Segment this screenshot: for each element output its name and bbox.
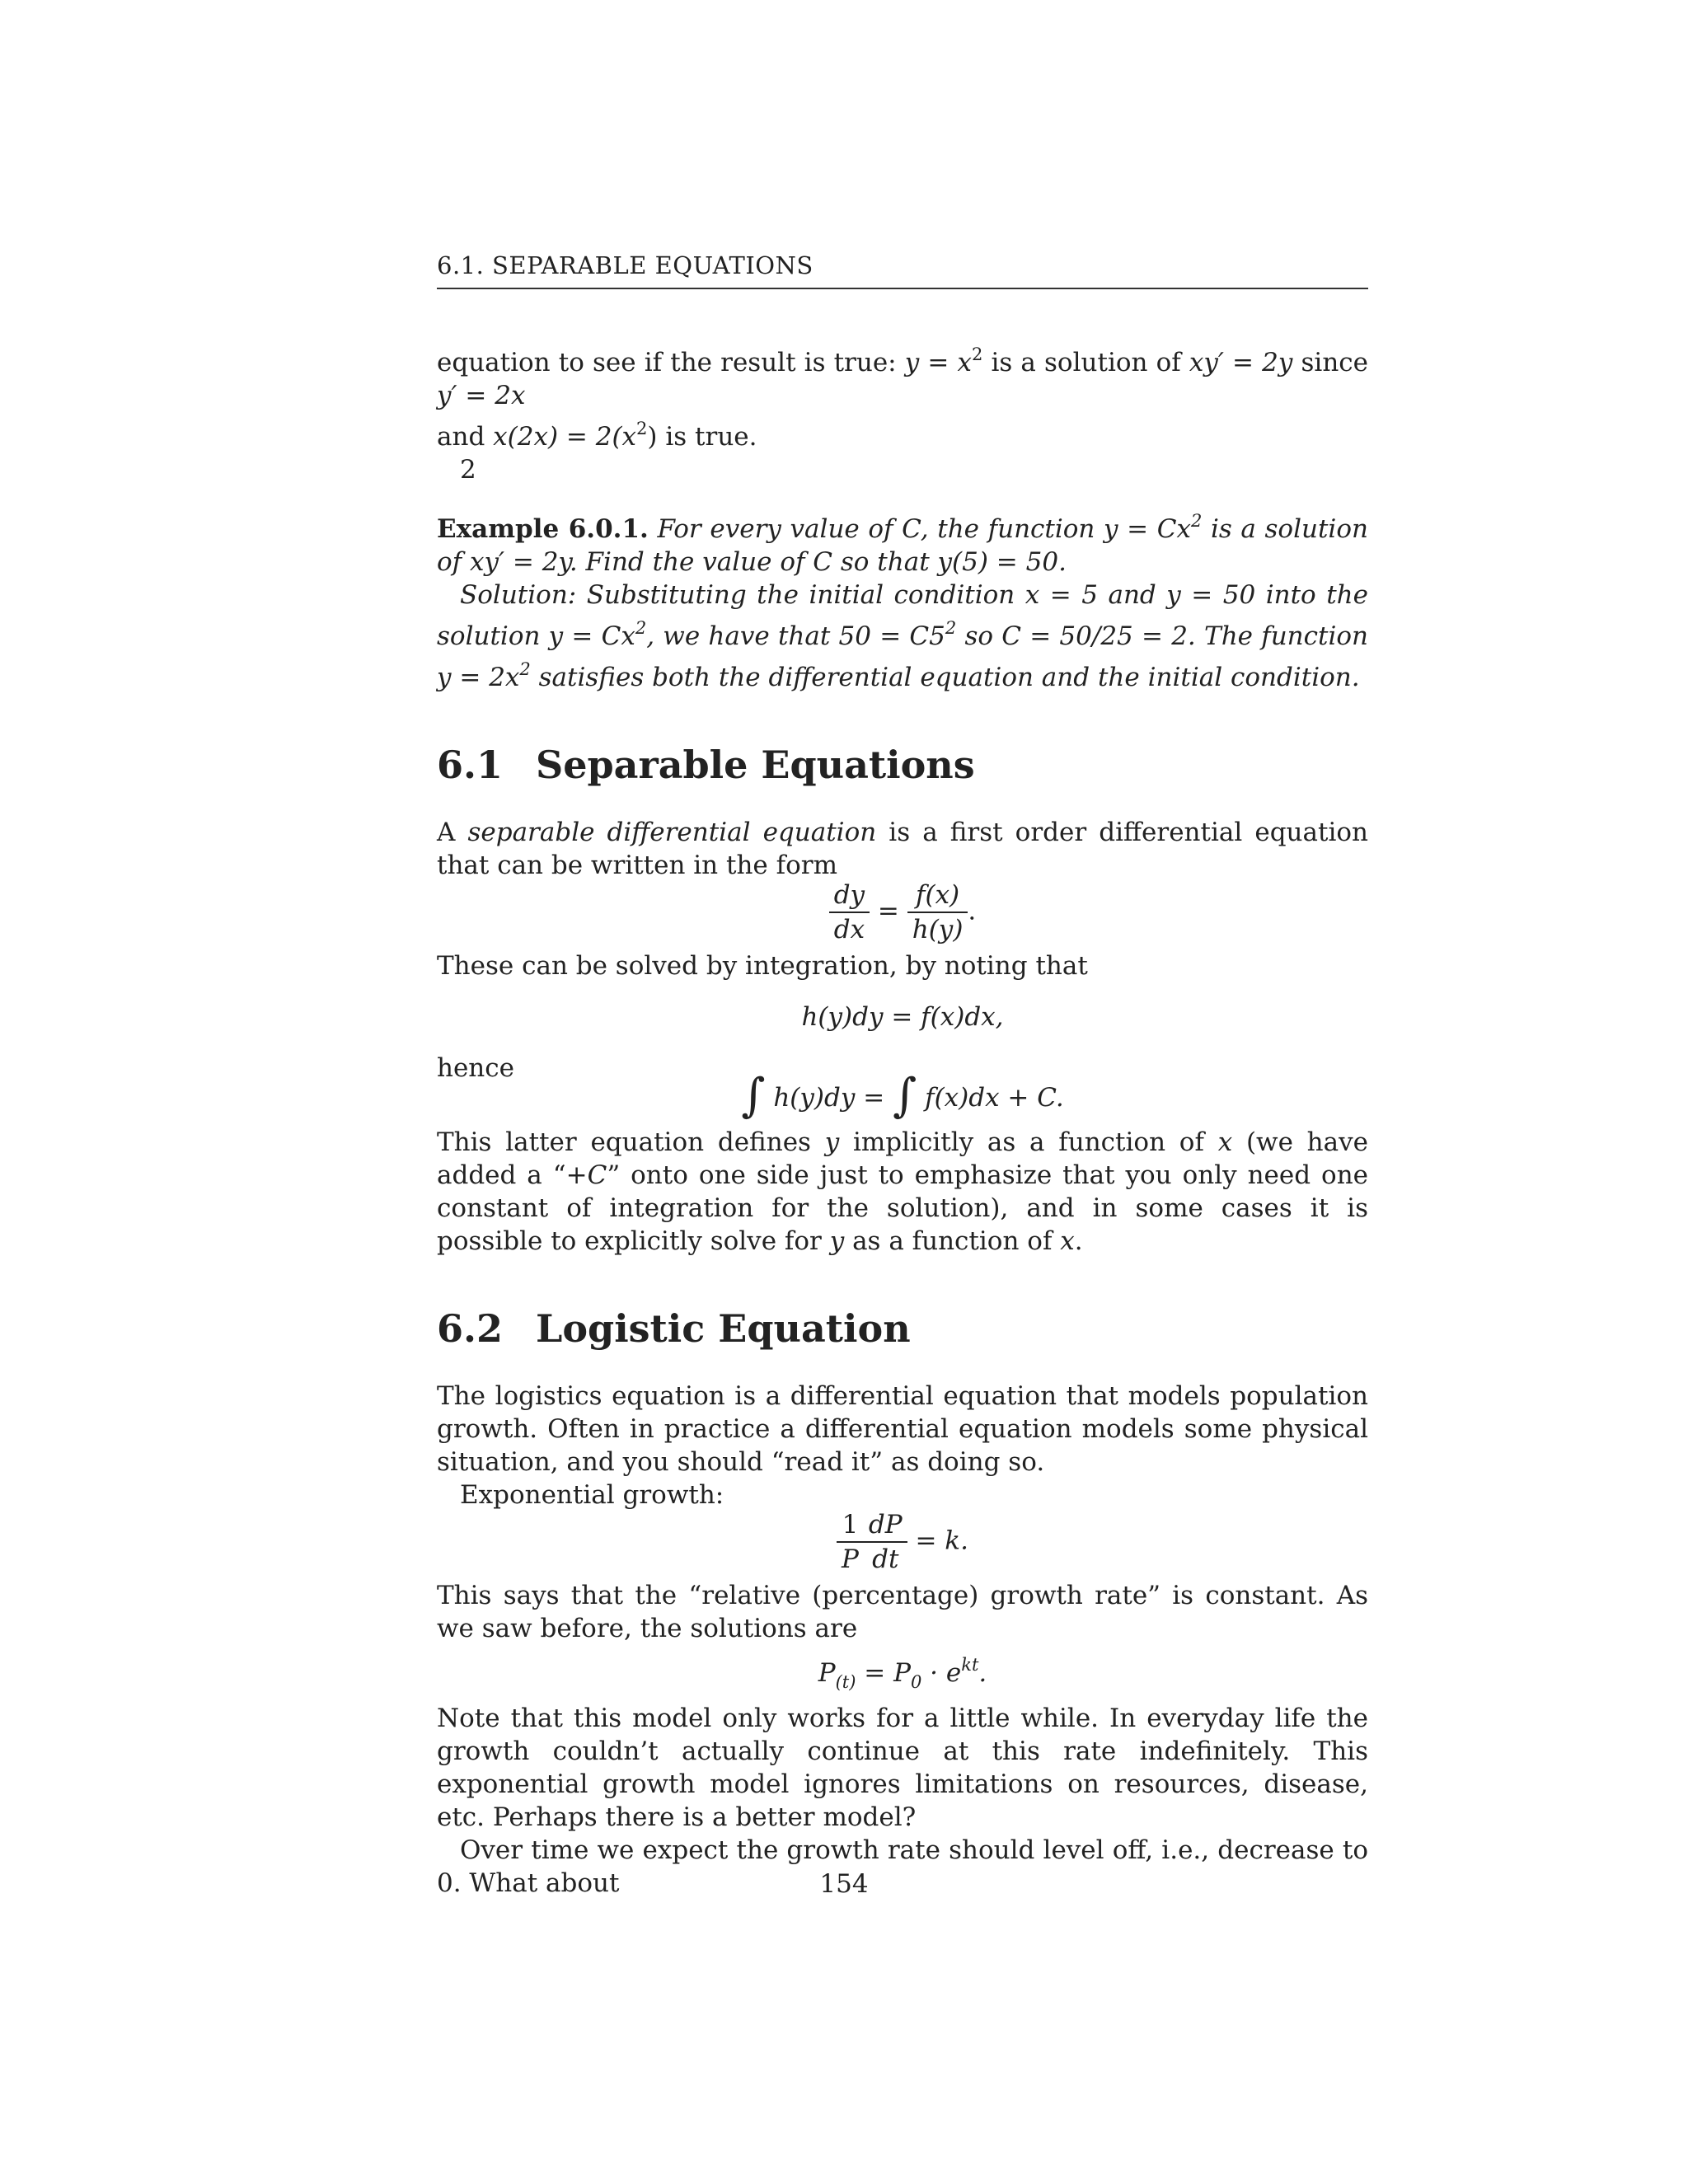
solution-sup: 2: [945, 618, 957, 638]
paragraph-text: Note that this model only works for a little while. In everyday life the growth couldn’t actually continue at this rate indefinitely. This exponential growth model ignores limitations on resources, disease, etc. Perhaps there is a better model?: [437, 1704, 1368, 1832]
example-block: [437, 504, 1368, 579]
paragraph-text: ” onto one side just to emphasize that you only need one constant of integration for the solution), and in some cases it is possible to explicitly solve for: [437, 1160, 1368, 1256]
paragraph-text: A: [437, 818, 468, 847]
math-var: P: [818, 1658, 836, 1688]
stray-number-text: 2: [460, 455, 476, 485]
math-var: x: [1217, 1127, 1233, 1157]
fraction-dp-dt: [864, 1508, 907, 1576]
integral-sign: ∫: [741, 1069, 766, 1122]
solution-text: , we have that 50 = C5: [646, 621, 945, 651]
section1-paragraph-2: [437, 949, 1368, 982]
intro-paragraph: [437, 338, 1368, 453]
numerator: dy: [829, 879, 870, 913]
paragraph-text: These can be solved by integration, by noting that: [437, 951, 1088, 981]
example-text: is a solution of xy′ = 2y. Find the value of C so that y(5) = 50.: [437, 514, 1368, 577]
equation-separable-form: [437, 879, 1368, 946]
section-number: 6.2: [437, 1306, 504, 1351]
numerator: 1: [837, 1508, 864, 1543]
equation-exponential-solution: [437, 1648, 1368, 1699]
example-sup: 2: [1190, 511, 1203, 531]
defined-term: separable differential equation: [467, 818, 877, 847]
fraction-one-over-p: [837, 1508, 864, 1576]
paragraph-text: is a first order differential equation that can be written in the form: [437, 818, 1368, 880]
solution-text: so C = 50/25 = 2. The function y = 2x: [437, 621, 1368, 692]
equation-text: · e: [921, 1658, 962, 1688]
section1-paragraph-1: [437, 816, 1368, 882]
intro-math: y = x: [904, 348, 972, 377]
equation-text: = P: [856, 1658, 911, 1688]
intro-math: xy′ = 2y: [1189, 348, 1293, 377]
subscript: (t): [835, 1672, 856, 1692]
intro-text: and: [437, 422, 494, 452]
equation-text: f(x)dx + C.: [925, 1083, 1064, 1113]
section2-paragraph-1: [437, 1380, 1368, 1479]
paragraph-text: .: [1074, 1226, 1083, 1256]
equation-text: h(y)dy =: [773, 1083, 893, 1113]
paragraph-text: Exponential growth:: [460, 1480, 724, 1510]
running-head: [437, 251, 1368, 289]
section-heading-6-2: [437, 1307, 1368, 1350]
intro-sup: 2: [636, 419, 648, 438]
math-var: y: [829, 1226, 845, 1256]
denominator: dx: [833, 915, 865, 944]
equation-text: h(y)dy = f(x)dx,: [801, 1002, 1004, 1032]
math-var: y: [824, 1127, 840, 1157]
paragraph-text: hence: [437, 1053, 514, 1083]
running-head-text: 6.1. SEPARABLE EQUATIONS: [437, 251, 814, 279]
intro-text: is true.: [657, 422, 757, 452]
math-var: C: [587, 1160, 607, 1190]
intro-text: ): [647, 422, 658, 452]
subscript: 0: [910, 1672, 922, 1692]
integral-sign: ∫: [893, 1069, 917, 1122]
section-title: Separable Equations: [536, 743, 975, 787]
section-number: 6.1: [437, 743, 504, 787]
page-number-text: 154: [819, 1869, 869, 1899]
denominator: dt: [872, 1544, 899, 1574]
page-body: [437, 338, 1368, 1900]
equation-exponential-growth: [437, 1508, 1368, 1576]
denominator: h(y): [912, 915, 964, 944]
example-label: Example 6.0.1.: [437, 514, 649, 544]
page-number: [0, 1869, 1688, 1899]
example-solution: [437, 579, 1368, 694]
stray-number: [437, 453, 1368, 486]
solution-text: Solution: Substituting the initial condition x = 5 and y = 50 into the solution y = Cx: [437, 580, 1368, 651]
intro-text: equation to see if the result is true:: [437, 348, 905, 377]
period: .: [978, 1658, 987, 1688]
section1-paragraph-4: [437, 1126, 1368, 1258]
paragraph-text: This latter equation defines: [437, 1127, 825, 1157]
equation-integral: [437, 1069, 1368, 1122]
equation-differentials: [437, 1001, 1368, 1033]
section-heading-6-1: [437, 743, 1368, 786]
intro-text: since: [1292, 348, 1368, 377]
paragraph-text: as a function of: [844, 1226, 1061, 1256]
fraction-dy-dx: [829, 879, 870, 946]
denominator: P: [842, 1544, 859, 1574]
paragraph-text: (we have added a “+: [437, 1127, 1368, 1190]
section2-paragraph-4: [437, 1702, 1368, 1834]
equation-text: = k.: [907, 1526, 968, 1556]
paragraph-text: implicitly as a function of: [839, 1127, 1218, 1157]
solution-sup: 2: [519, 659, 531, 679]
paragraph-text: Over time we expect the growth rate should level off, i.e., decrease to 0. What about: [437, 1835, 1368, 1898]
intro-math: x(2x) = 2(x: [493, 422, 637, 452]
numerator: dP: [864, 1508, 907, 1543]
paragraph-text: This says that the “relative (percentage) growth rate” is constant. As we saw before, the solutions are: [437, 1581, 1368, 1643]
intro-text: is a solution of: [982, 348, 1189, 377]
math-var: x: [1060, 1226, 1075, 1256]
fraction-f-over-h: [907, 879, 968, 946]
section2-paragraph-2: [437, 1479, 1368, 1511]
solution-sup: 2: [635, 618, 647, 638]
equals-sign: =: [870, 896, 907, 926]
solution-text: satisfies both the differential equation and the initial condition.: [530, 663, 1360, 692]
numerator: f(x): [907, 879, 968, 913]
paragraph-text: The logistics equation is a differential equation that models population growth. Often in practice a differential equation models some physical situation, and you should “read it” as doing so.: [437, 1381, 1368, 1477]
section2-paragraph-3: [437, 1579, 1368, 1645]
intro-math: y′ = 2x: [437, 381, 526, 410]
section-title: Logistic Equation: [536, 1306, 911, 1351]
period: .: [968, 896, 977, 926]
example-text: For every value of C, the function y = Cx: [648, 514, 1191, 544]
intro-sup: 2: [971, 344, 983, 364]
superscript: kt: [961, 1655, 979, 1675]
